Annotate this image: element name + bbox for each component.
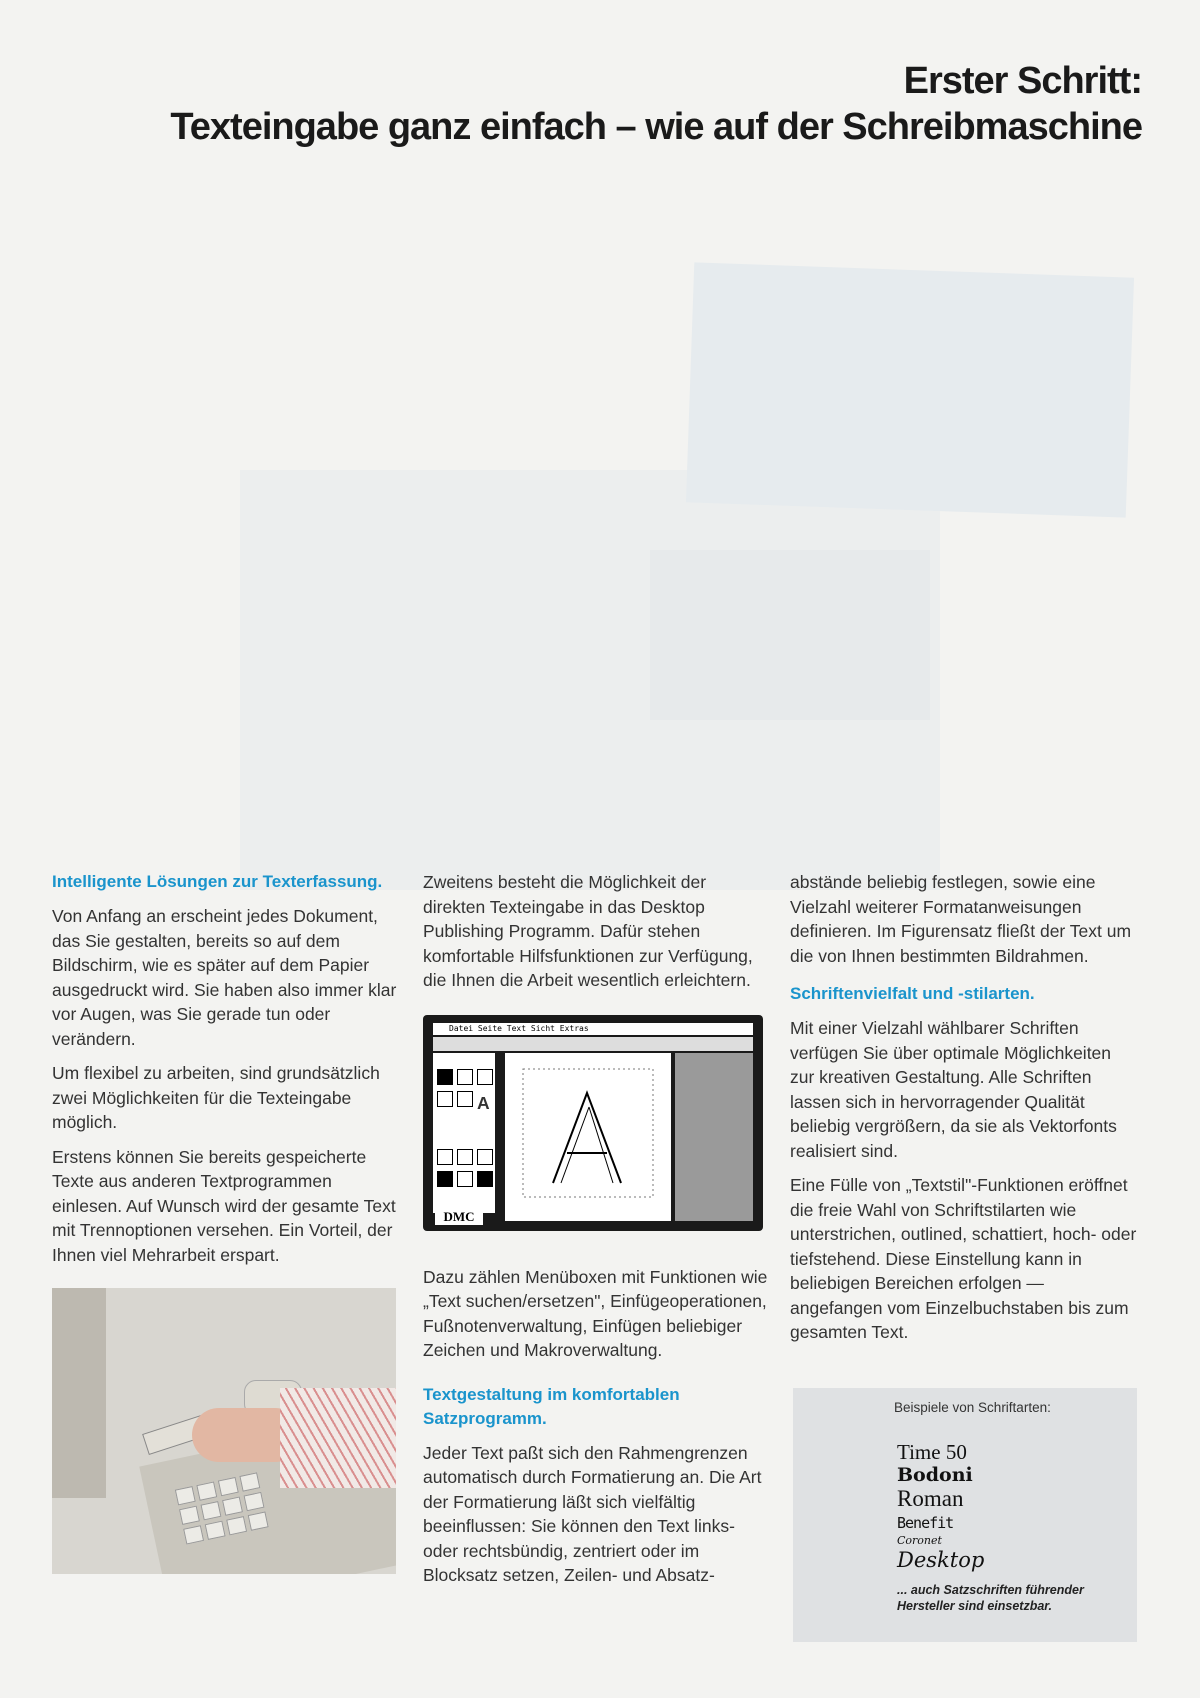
background-ghost-block bbox=[650, 550, 930, 720]
column-1 bbox=[52, 870, 400, 1277]
monitor-shape bbox=[52, 1288, 106, 1498]
column-2 bbox=[423, 870, 773, 1598]
paragraph: Erstens können Sie bereits gespeicherte Texte aus anderen Textprogrammen einlesen. Auf Wunsch wird der gesamte Text mit Trennoptionen versehen. Ein Vorteil, der Ihnen viel Mehrarbeit erspart. bbox=[52, 1146, 396, 1265]
screenshot-canvas bbox=[505, 1053, 671, 1221]
font-examples-caption: Beispiele von Schriftarten: bbox=[894, 1400, 1051, 1415]
paragraph: Eine Fülle von „Textstil"-Funktionen eröffnet die freie Wahl von Schriftstilarten wie unterstrichen, outlined, schattiert, hoch- oder tiefstehend. Diese Einstellung kann in beliebigen Bereichen erfolgen — angefangen vom Einzelbuchstaben bis zum gesamten Text. bbox=[790, 1175, 1137, 1342]
paragraph: Jeder Text paßt sich den Rahmengrenzen automatisch durch Formatierung an. Die Art der Formatierung läßt sich vielfältig beeinflussen: Sie können den Text links- oder rechtsbündig, zentriert oder im Blocksatz setzen, Zeilen- und Absatz- bbox=[423, 1442, 762, 1585]
software-screenshot bbox=[423, 1015, 763, 1231]
section-heading-schriftenvielfalt: Schriftenvielfalt und -stilarten. bbox=[790, 984, 1035, 1003]
screenshot-toolbar bbox=[433, 1037, 753, 1051]
screenshot-desktop-area bbox=[675, 1053, 753, 1221]
title-line-2: Texteingabe ganz einfach – wie auf der Schreibmaschine bbox=[170, 106, 1142, 148]
page-title bbox=[170, 58, 1142, 150]
paragraph: Dazu zählen Menüboxen mit Funktionen wie „Text suchen/ersetzen", Einfügeoperationen, Fußnotenverwaltung, Einfügen beliebiger Zeichen und Makroverwaltung. bbox=[423, 1266, 768, 1360]
paragraph: Um flexibel zu arbeiten, sind grundsätzlich zwei Möglichkeiten für die Texteingabe möglich. bbox=[52, 1063, 380, 1132]
font-sample-desktop: Desktop bbox=[897, 1548, 985, 1572]
paragraph: Von Anfang an erscheint jedes Dokument, das Sie gestalten, bereits so auf dem Bildschirm, wie es später auf dem Papier ausgedruckt wird. Sie haben also immer klar vor Augen, was Sie gerade tun oder verändern. bbox=[52, 906, 397, 1049]
font-sample-benefit: Benefit bbox=[897, 1514, 954, 1532]
paragraph: abstände beliebig festlegen, sowie eine Vielzahl weiterer Formatanweisungen definieren. Im Figurensatz fließt der Text um die von Ihnen bestimmten Bildrahmen. bbox=[790, 872, 1132, 966]
column-3 bbox=[790, 870, 1140, 1355]
screenshot-logo: DMC bbox=[435, 1209, 483, 1225]
screenshot-menubar: Datei Seite Text Sicht Extras bbox=[433, 1023, 753, 1035]
background-ghost-panel bbox=[686, 262, 1134, 517]
font-sample-roman: Roman bbox=[897, 1486, 964, 1511]
title-line-1: Erster Schritt: bbox=[903, 60, 1142, 102]
font-sample-time: Time 50 bbox=[897, 1440, 967, 1464]
computer-photo bbox=[52, 1288, 396, 1574]
font-sample-bodoni: Bodoni bbox=[897, 1464, 973, 1486]
section-heading-texterfassung: Intelligente Lösungen zur Texterfassung. bbox=[52, 872, 383, 891]
font-examples-box bbox=[793, 1388, 1137, 1642]
outlined-letter-a-icon bbox=[505, 1053, 671, 1221]
paragraph: Mit einer Vielzahl wählbarer Schriften verfügen Sie über optimale Möglichkeiten zur kreativen Gestaltung. Alle Schriften lassen sich in hervorragender Qualität beliebig vergrößern, da sie als Vektorfonts realisiert sind. bbox=[790, 1018, 1117, 1161]
sleeve-shape bbox=[280, 1388, 396, 1488]
font-examples-note: ... auch Satzschriften führender Hersteller sind einsetzbar. bbox=[897, 1583, 1084, 1613]
screenshot-toolbox: A bbox=[433, 1053, 495, 1213]
font-sample-coronet: Coronet bbox=[897, 1534, 942, 1547]
paragraph: Zweitens besteht die Möglichkeit der direkten Texteingabe in das Desktop Publishing Programm. Dafür stehen komfortable Hilfsfunktionen zur Verfügung, die Ihnen die Arbeit wesentlich erleichtern. bbox=[423, 872, 753, 990]
section-heading-textgestaltung: Textgestaltung im komfortablen Satzprogramm. bbox=[423, 1384, 680, 1428]
